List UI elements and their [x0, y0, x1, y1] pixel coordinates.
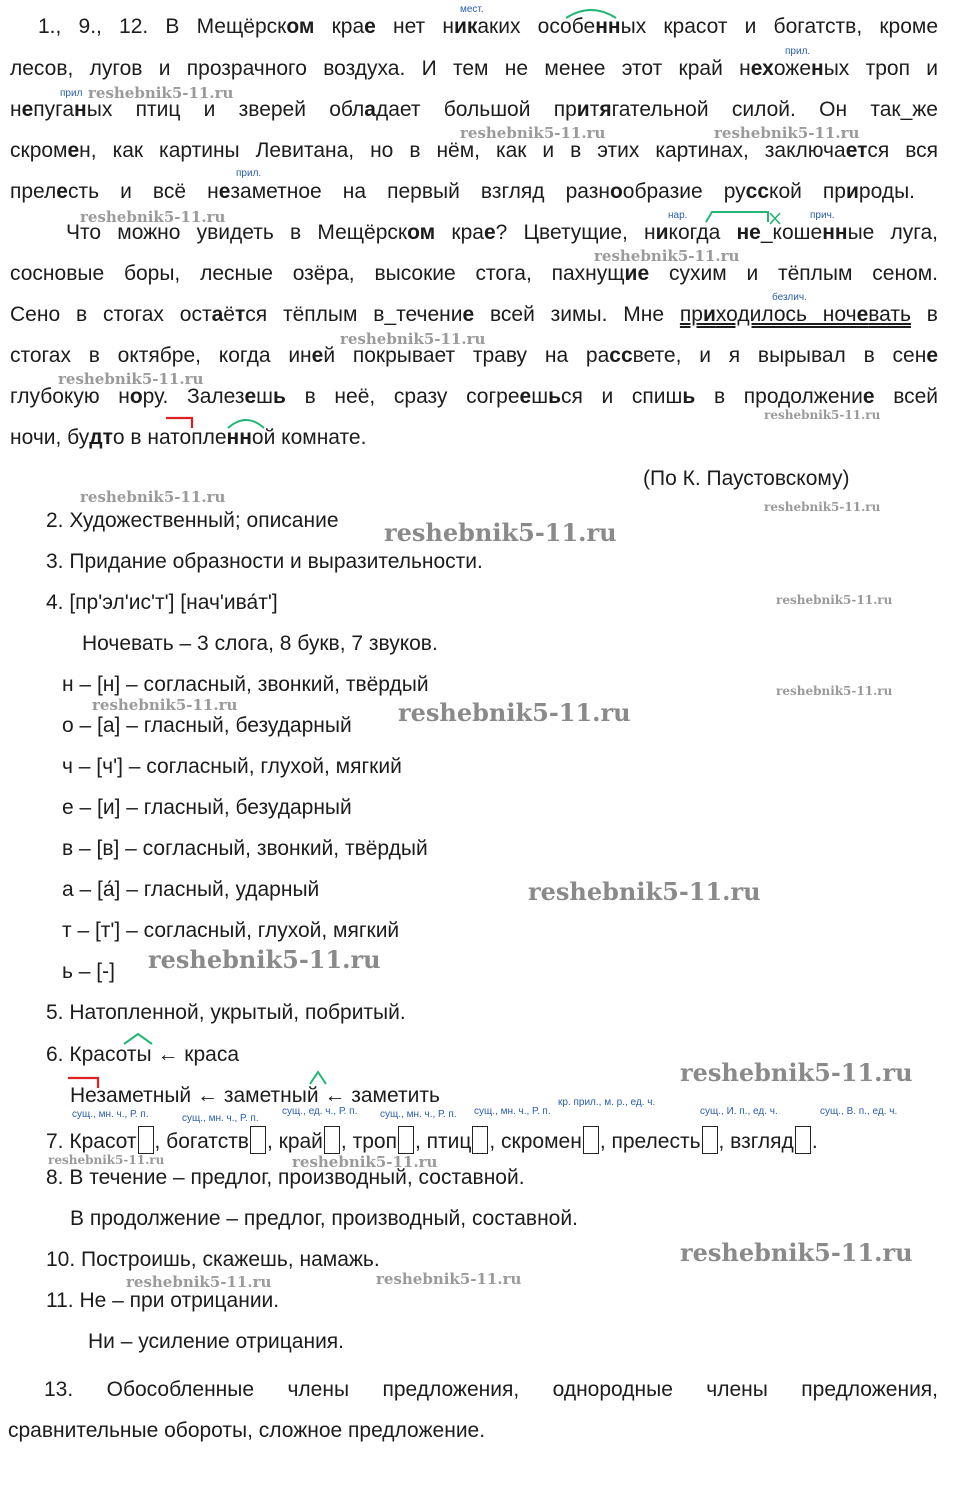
root-arc-mark [310, 1072, 326, 1084]
word: , богатств [154, 1130, 249, 1153]
morph-label: сущ., мн. ч., Р. п. [182, 1113, 259, 1124]
word: , троп [340, 1130, 397, 1153]
pos-label: прил. [785, 46, 811, 57]
answer-6-line2: Незаметный ← заметный ← заметить [70, 1084, 440, 1107]
phonetic-row: ч – [ч'] – согласный, глухой, мягкий [62, 755, 402, 778]
phonetic-row: ь – [-] [62, 960, 115, 983]
pos-label: нар. [668, 210, 688, 221]
text-line: Сено в стогах остаётся тёплым в_течение всей зимы. Мне приходилось ночевать в [10, 303, 938, 326]
text-line: скромен, как картины Левитана, но в нём, как и в этих картинах, заключается вся [10, 139, 939, 162]
prefix-mark [68, 1078, 98, 1088]
morph-label: сущ., В. п., ед. ч. [820, 1106, 898, 1117]
word: , скромен [489, 1130, 582, 1153]
morph-label: сущ., ед. ч., Р. п. [282, 1106, 358, 1117]
morph-label: сущ., мн. ч., Р. п. [474, 1106, 551, 1117]
text-line: сосновые боры, лесные озёра, высокие стога, пахнущие сухим и тёплым сеном. [10, 262, 938, 285]
morph-label: сущ., мн. ч., Р. п. [72, 1109, 149, 1120]
text-line: лесов, лугов и прозрачного воздуха. И тем не менее этот край нехоженых троп и [10, 57, 938, 80]
morph-label: сущ., мн. ч., Р. п. [380, 1109, 457, 1120]
word: , птиц [414, 1130, 472, 1153]
watermark: reshebnik5-11.ru [340, 330, 486, 348]
word: , взгляд [718, 1130, 794, 1153]
text-line: стогах в октябре, когда иней покрывает траву на рассвете, и я вырывал в сене [10, 344, 938, 367]
answer-3: 3. Придание образности и выразительности. [46, 550, 483, 573]
watermark: reshebnik5-11.ru [80, 488, 226, 506]
word: , край [266, 1130, 323, 1153]
cross-mark [770, 213, 780, 224]
pos-label: прич. [810, 210, 835, 221]
text-line: 1., 9., 12. В Мещёрском крае нет никаких особенных красот и богатств, кроме [38, 15, 938, 38]
text-line: глубокую нору. Залезешь в неё, сразу согреешься и спишь в продолжение всей [10, 385, 939, 408]
answer-4-count: Ночевать – 3 слога, 8 букв, 7 звуков. [82, 632, 438, 655]
watermark: reshebnik5-11.ru [88, 84, 234, 102]
phonetic-row: т – [т'] – согласный, глухой, мягкий [62, 919, 400, 942]
answer-10: 10. Построишь, скажешь, намажь. [46, 1248, 380, 1271]
root-arc-mark [124, 1034, 152, 1044]
prefix-mark [166, 418, 192, 428]
morph-label: сущ., И. п., ед. ч. [700, 1106, 778, 1117]
watermark: reshebnik5-11.ru [126, 1273, 272, 1291]
watermark: reshebnik5-11.ru [398, 698, 631, 727]
watermark: reshebnik5-11.ru [680, 1238, 913, 1267]
answer-8-line2: В продолжение – предлог, производный, составной. [70, 1207, 578, 1230]
answer-6: 6. Красоты ← краса [46, 1043, 239, 1066]
watermark: reshebnik5-11.ru [376, 1270, 522, 1288]
watermark: reshebnik5-11.ru [776, 684, 893, 698]
phonetic-row: е – [и] – гласный, безударный [62, 796, 352, 819]
pos-label: безлич. [772, 292, 807, 303]
watermark: reshebnik5-11.ru [292, 1153, 438, 1171]
watermark: reshebnik5-11.ru [680, 1058, 913, 1087]
answer-13: 13. Обособленные члены предложения, однородные члены предложения, [44, 1378, 938, 1401]
word: . [811, 1130, 818, 1153]
watermark: reshebnik5-11.ru [764, 500, 881, 514]
text-line: Что можно увидеть в Мещёрском крае? Цветущие, никогда не_кошенные луга, [66, 221, 938, 244]
watermark: reshebnik5-11.ru [594, 247, 740, 265]
phonetic-row: н – [н] – согласный, звонкий, твёрдый [62, 673, 429, 696]
watermark: reshebnik5-11.ru [384, 518, 617, 547]
phonetic-row: в – [в] – согласный, звонкий, твёрдый [62, 837, 428, 860]
watermark: reshebnik5-11.ru [148, 945, 381, 974]
answer-2: 2. Художественный; описание [46, 509, 339, 532]
word: , прелесть [599, 1130, 701, 1153]
watermark: reshebnik5-11.ru [764, 408, 881, 422]
phonetic-row: о – [а] – гласный, безударный [62, 714, 352, 737]
phonetic-row: а – [а́] – гласный, ударный [62, 878, 320, 901]
answer-11: 11. Не – при отрицании. [46, 1289, 280, 1312]
answer-8: 8. В течение – предлог, производный, составной. [46, 1166, 525, 1189]
suffix-mark [706, 212, 768, 222]
text-line: ночи, будто в натопленной комнате. [10, 426, 367, 449]
root-arc-mark [566, 10, 616, 18]
pos-label: прил. [236, 168, 262, 179]
answer-4: 4. [пр'эл'ис'т'] [нач'ива́т'] [46, 591, 278, 614]
watermark: reshebnik5-11.ru [58, 370, 204, 388]
watermark: reshebnik5-11.ru [528, 877, 761, 906]
watermark: reshebnik5-11.ru [714, 124, 860, 142]
watermark: reshebnik5-11.ru [776, 593, 893, 607]
watermark: reshebnik5-11.ru [92, 696, 238, 714]
morph-label: кр. прил., м. р., ед. ч. [558, 1097, 656, 1108]
answer-11-line2: Ни – усиление отрицания. [88, 1330, 344, 1353]
watermark: reshebnik5-11.ru [460, 124, 606, 142]
text-line: непуганых птиц и зверей обладает большой притягательной силой. Он так_же [10, 98, 938, 121]
author-credit: (По К. Паустовскому) [643, 467, 850, 490]
watermark: reshebnik5-11.ru [48, 1153, 165, 1167]
word: 7. Красот [46, 1130, 137, 1153]
root-arc-mark [228, 420, 264, 428]
answer-5: 5. Натопленной, укрытый, побритый. [46, 1001, 406, 1024]
pos-label: прил [60, 88, 83, 99]
text-line: прелесть и всё незаметное на первый взгляд разнообразие русской природы. [10, 180, 916, 203]
answer-13-line2: сравнительные обороты, сложное предложение. [8, 1419, 486, 1442]
pos-label: мест. [460, 4, 484, 15]
watermark: reshebnik5-11.ru [80, 208, 226, 226]
